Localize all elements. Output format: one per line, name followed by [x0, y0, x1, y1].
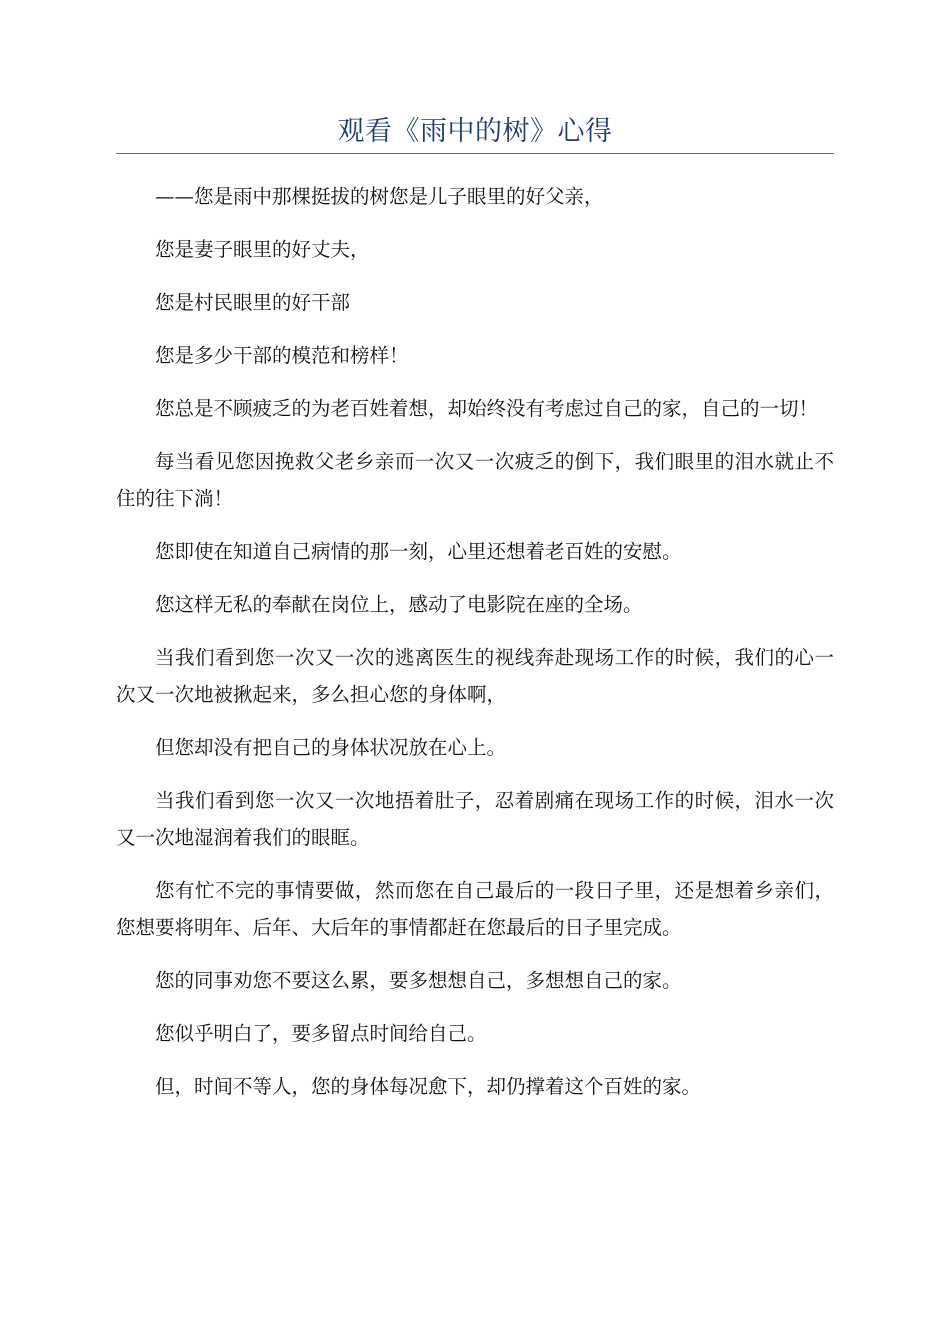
- paragraph: 当我们看到您一次又一次的逃离医生的视线奔赴现场工作的时候，我们的心一次又一次地被揪起来，多么担心您的身体啊，: [116, 646, 834, 706]
- document-body: [116, 178, 834, 1121]
- paragraph: 当我们看到您一次又一次地捂着肚子，忍着剧痛在现场工作的时候，泪水一次又一次地湿润着我们的眼眶。: [116, 789, 834, 849]
- paragraph: 您总是不顾疲乏的为老百姓着想，却始终没有考虑过自己的家，自己的一切！: [155, 397, 819, 420]
- paragraph: 每当看见您因挽救父老乡亲而一次又一次疲乏的倒下，我们眼里的泪水就止不住的往下淌！: [116, 450, 834, 510]
- paragraph: 您似乎明白了，要多留点时间给自己。: [155, 1022, 487, 1045]
- paragraph: 您有忙不完的事情要做，然而您在自己最后的一段日子里，还是想着乡亲们，您想要将明年、后年、大后年的事情都赶在您最后的日子里完成。: [116, 879, 834, 939]
- paragraph: 您的同事劝您不要这么累，要多想想自己，多想想自己的家。: [155, 969, 682, 992]
- paragraph: ——您是雨中那棵挺拔的树您是儿子眼里的好父亲，: [155, 185, 604, 208]
- paragraph: 您是多少干部的模范和榜样！: [155, 344, 409, 367]
- paragraph: 但，时间不等人，您的身体每况愈下，却仍撑着这个百姓的家。: [155, 1075, 702, 1098]
- paragraph: 您是村民眼里的好干部: [155, 291, 351, 314]
- paragraph: 您即使在知道自己病情的那一刻，心里还想着老百姓的安慰。: [155, 540, 682, 563]
- document-title: 观看《雨中的树》心得: [337, 116, 613, 147]
- paragraph: 您是妻子眼里的好丈夫，: [155, 238, 370, 261]
- paragraph: 但您却没有把自己的身体状况放在心上。: [155, 736, 507, 759]
- paragraph: 您这样无私的奉献在岗位上，感动了电影院在座的全场。: [155, 593, 643, 616]
- title-underline: [116, 153, 834, 154]
